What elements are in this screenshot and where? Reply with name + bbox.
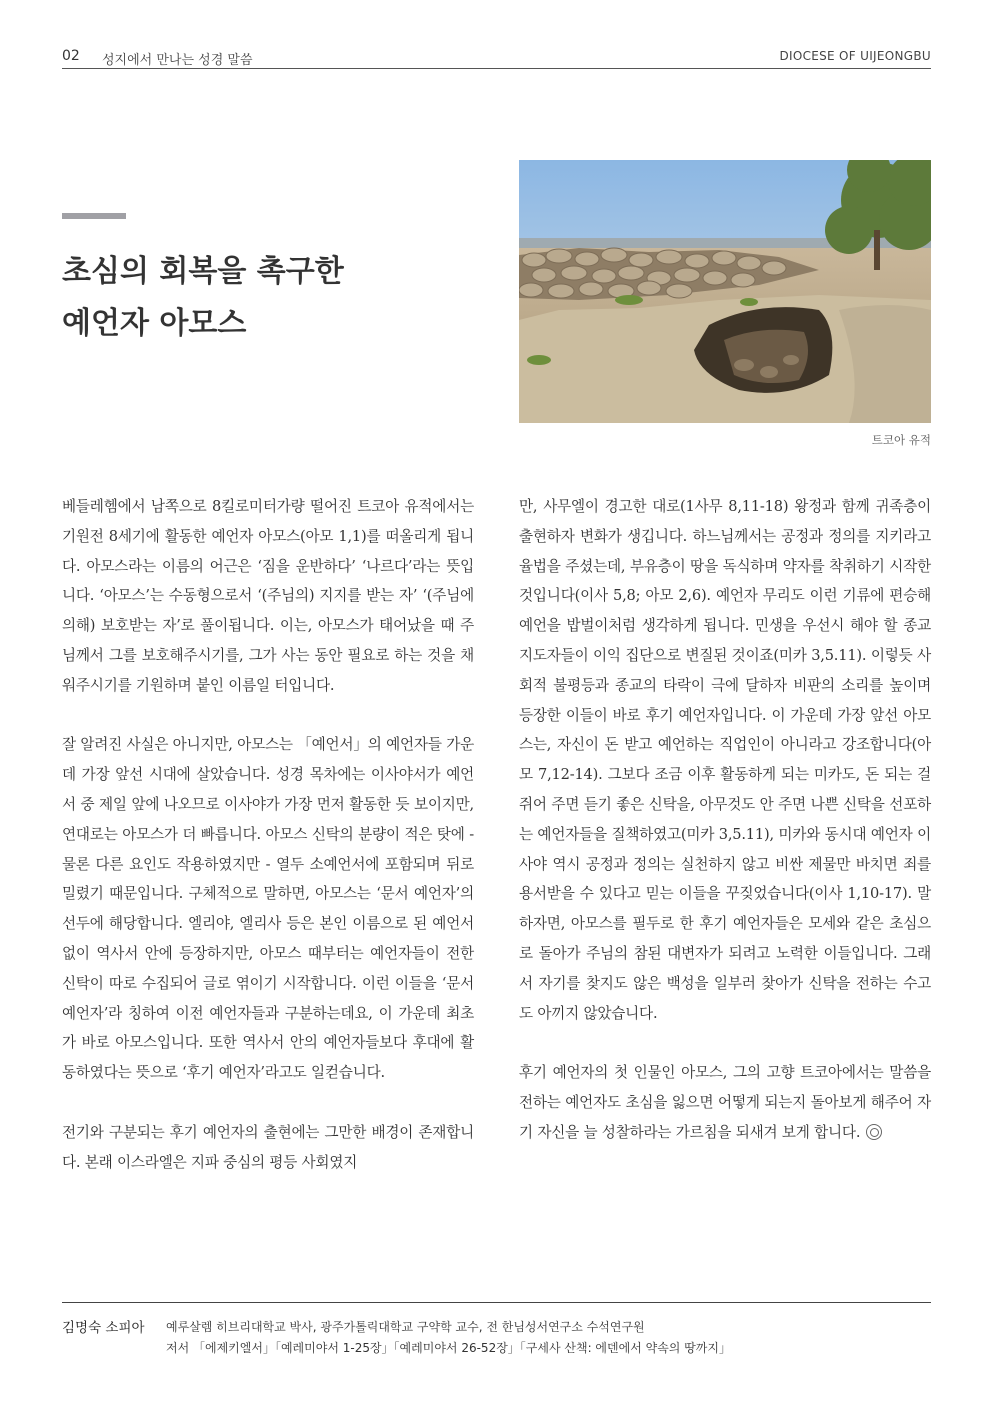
publisher-name: DIOCESE OF UIJEONGBU <box>779 49 931 63</box>
closing-text: 후기 예언자의 첫 인물인 아모스, 그의 고향 트코아에서는 말씀을 전하는 예언자도 초심을 잃으면 어떻게 되는지 돌아보게 해주어 자기 자신을 늘 성찰하라는 가르침을 되새겨 보게 합니다. <box>519 1064 931 1141</box>
page-number: 02 <box>62 48 80 64</box>
right-text-column <box>519 492 931 1177</box>
article-title <box>62 246 344 350</box>
article-title-line: 예언자 아모스 <box>62 306 247 341</box>
footer-divider <box>62 1302 931 1303</box>
body-paragraph: 만, 사무엘이 경고한 대로(1사무 8,11-18) 왕정과 함께 귀족층이 출현하자 변화가 생깁니다. 하느님께서는 공정과 정의를 지키라고 율법을 주셨는데, 부유층이 땅을 독식하며 약자를 착취하기 시작한 것입니다(이사 5,8; 아모 2,6). 예언자 무리도 이런 기류에 편승해 예언을 밥벌이처럼 생각하게 됩니다. 민생을 우선시 해야 할 종교 지도자들이 이익 집단으로 변질된 것이죠(미카 3,5.11). 이렇듯 사회적 불평등과 종교의 타락이 극에 달하자 비판의 소리를 높이며 등장한 이들이 바로 후기 예언자입니다. 이 가운데 가장 앞선 아모스는, 자신이 돈 받고 예언하는 직업인이 아니라고 강조합니다(아모 7,12-14). 그보다 조금 이후 활동하게 되는 미카도, 돈 되는 걸 쥐어 주면 듣기 좋은 신탁을, 아무것도 안 주면 나쁜 신탁을 선포하는 예언자들을 질책하였고(미카 3,5.11), 미카와 동시대 예언자 이사야 역시 공정과 정의는 실천하지 않고 비싼 제물만 바치면 죄를 용서받을 수 있다고 믿는 이들을 꾸짖었습니다(이사 1,10-17). 말하자면, 아모스를 필두로 한 후기 예언자들은 모세와 같은 초심으로 돌아가 주님의 참된 대변자가 되려고 노력한 이들입니다. 그래서 자기를 찾지도 않은 백성을 일부러 찾아가 신탁을 전하는 수고도 아끼지 않았습니다. <box>519 498 931 1022</box>
body-paragraph-last <box>519 1058 931 1147</box>
author-credentials: 예루살렘 히브리대학교 박사, 광주가톨릭대학교 구약학 교수, 전 한님성서연구소 수석연구원 <box>166 1320 645 1334</box>
title-accent-bar <box>62 213 126 219</box>
photo-caption: 트코아 유적 <box>871 433 931 447</box>
body-paragraph: 전기와 구분되는 후기 예언자의 출현에는 그만한 배경이 존재합니다. 본래 이스라엘은 지파 중심의 평등 사회였지 <box>62 1123 474 1171</box>
end-of-article-icon <box>866 1124 882 1140</box>
left-text-column <box>62 492 474 1177</box>
section-title: 성지에서 만나는 성경 말씀 <box>102 53 253 68</box>
body-paragraph: 잘 알려진 사실은 아니지만, 아모스는 「예언서」의 예언자들 가운데 가장 앞선 시대에 살았습니다. 성경 목차에는 이사야서가 예언서 중 제일 앞에 나오므로 이사야가 가장 먼저 활동한 듯 보이지만, 연대로는 아모스가 더 빠릅니다. 아모스 신탁의 분량이 적은 탓에 - 물론 다른 요인도 작용하였지만 - 열두 소예언서에 포함되며 뒤로 밀렸기 때문입니다. 구체적으로 말하면, 아모스는 ‘문서 예언자’의 선두에 해당합니다. 엘리야, 엘리사 등은 본인 이름으로 된 예언서 없이 역사서 안에 등장하지만, 아모스 때부터는 예언자들이 전한 신탁이 따로 수집되어 글로 엮이기 시작합니다. 이런 이들을 ‘문서 예언자’라 칭하여 이전 예언자들과 구분하는데요, 이 가운데 최초가 바로 아모스입니다. 또한 역사서 안의 예언자들보다 후대에 활동하였다는 뜻으로 ‘후기 예언자’라고도 일컫습니다. <box>62 736 474 1082</box>
tekoa-ruins-photo <box>519 160 931 423</box>
body-paragraph: 베들레헴에서 남쪽으로 8킬로미터가량 떨어진 트코아 유적에서는 기원전 8세기에 활동한 예언자 아모스(아모 1,1)를 떠올리게 됩니다. 아모스라는 이름의 어근은 ‘짐을 운반하다’ ‘나르다’라는 뜻입니다. ‘아모스’는 수동형으로서 ‘(주님의) 지지를 받는 자’ ‘(주님에 의해) 보호받는 자’로 풀이됩니다. 이는, 아모스가 태어났을 때 주님께서 그를 보호해주시기를, 그가 사는 동안 필요로 하는 것을 채워주시기를 기원하며 붙인 이름일 터입니다. <box>62 498 474 694</box>
author-name: 김명숙 소피아 <box>62 1320 145 1336</box>
author-bio <box>166 1317 731 1359</box>
article-title-line: 초심의 회복을 촉구한 <box>62 254 344 289</box>
page-header <box>62 44 931 69</box>
author-publications: 저서 「에제키엘서」「예레미야서 1-25장」「예레미야서 26-52장」「구세사 산책: 에덴에서 약속의 땅까지」 <box>166 1341 731 1355</box>
